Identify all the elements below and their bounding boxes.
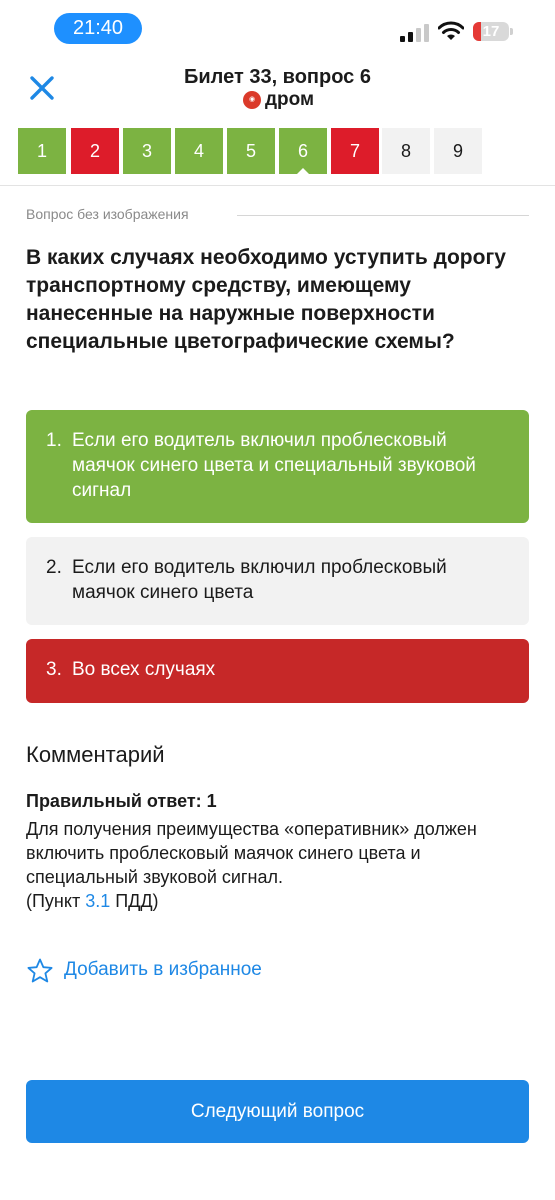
comment-heading: Комментарий [26, 742, 165, 767]
answer-option-2[interactable] [26, 537, 529, 625]
battery-icon [473, 22, 509, 41]
tab-question-9[interactable]: 9 [434, 128, 482, 174]
tab-question-1[interactable]: 1 [18, 128, 66, 174]
answer-option-3[interactable] [26, 639, 529, 703]
battery-tip [510, 28, 513, 35]
tab-question-8[interactable]: 8 [382, 128, 430, 174]
answer-text: Если его водитель включил проблесковый маячок синего цвета и специальный звуковой сигнал [72, 430, 476, 501]
tab-question-2[interactable]: 2 [71, 128, 119, 174]
tab-question-5[interactable]: 5 [227, 128, 275, 174]
star-outline-icon [26, 957, 54, 985]
answer-number: 1. [46, 430, 62, 451]
status-time: 21:40 [54, 13, 142, 44]
battery-percent: 17 [482, 23, 500, 40]
tab-question-6[interactable] [279, 128, 327, 174]
answer-number: 3. [46, 659, 62, 680]
brand-name: дром [265, 89, 315, 110]
page-title: Билет 33, вопрос 6 [184, 66, 371, 88]
rule-reference-prefix: (Пункт [26, 891, 86, 911]
next-question-button[interactable]: Следующий вопрос [26, 1080, 529, 1143]
cellular-signal-icon [400, 22, 430, 42]
question-text: В каких случаях необходимо уступить дорогу транспортному средству, имеющему нанесенные на наружные поверхности специальные цветографические схемы? [26, 246, 506, 353]
answer-number: 2. [46, 557, 62, 578]
tab-question-6-label: 6 [297, 141, 308, 161]
correct-answer-label: Правильный ответ: 1 [26, 791, 217, 811]
brand-logo [243, 88, 323, 112]
no-image-label: Вопрос без изображения [26, 206, 189, 222]
wifi-icon [438, 20, 464, 42]
answer-option-1[interactable] [26, 410, 529, 523]
tab-question-3[interactable]: 3 [123, 128, 171, 174]
rule-link[interactable]: 3.1 [85, 891, 111, 911]
tab-question-7[interactable]: 7 [331, 128, 379, 174]
comment-body: Для получения преимущества «оперативник» должен включить проблесковый маячок синего цвета и специальный звуковой сигнал. [26, 819, 477, 887]
answer-text: Если его водитель включил проблесковый маячок синего цвета [72, 557, 447, 603]
tab-question-4[interactable]: 4 [175, 128, 223, 174]
header-divider [0, 185, 555, 186]
drom-logo-icon: ◉ [243, 91, 261, 109]
rule-reference [26, 889, 159, 913]
divider-line [237, 215, 529, 216]
active-tab-notch [297, 168, 309, 174]
status-bar [0, 0, 555, 60]
rule-reference-suffix: ПДД) [110, 891, 159, 911]
answer-text: Во всех случаях [72, 659, 216, 680]
add-to-favorites-label: Добавить в избранное [64, 959, 262, 980]
